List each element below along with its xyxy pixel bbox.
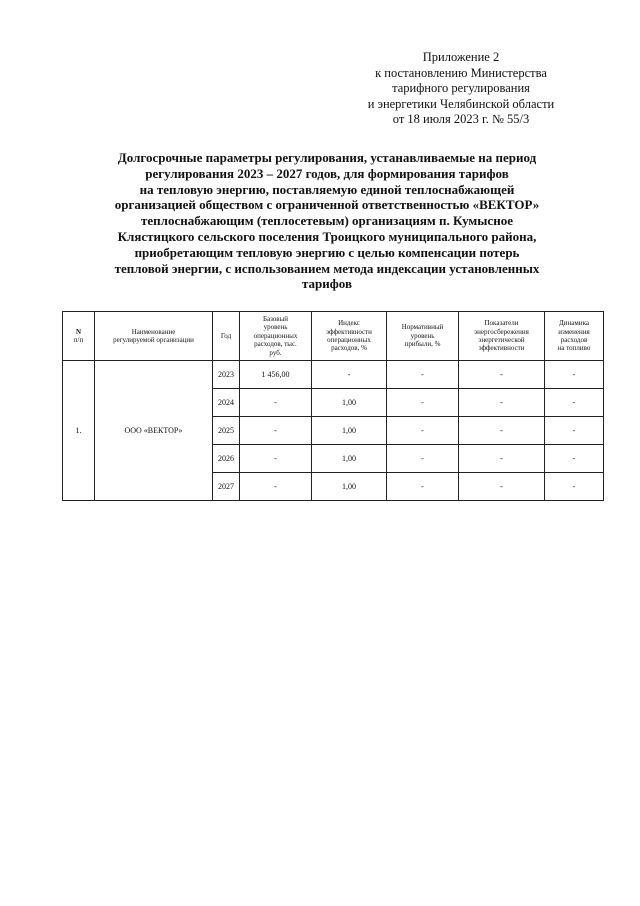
year-cell: 2024 (213, 389, 240, 417)
title-line: тарифов (302, 276, 352, 292)
appendix-block (330, 50, 592, 128)
organization-name: ООО «ВЕКТОР» (95, 361, 213, 501)
header-line: уровень (410, 331, 435, 340)
table-row (63, 361, 604, 389)
fuel-dynamics-cell: - (545, 361, 604, 389)
efficiency-index-cell: 1,00 (312, 445, 387, 473)
header-profit-level (387, 312, 459, 361)
header-line: Динамика (559, 319, 589, 328)
header-line: N (75, 327, 82, 336)
title-line: теплоснабжающим (теплосетевым) организациям п. Кумысное (141, 213, 513, 229)
parameters-table (62, 311, 604, 501)
fuel-dynamics-cell: - (545, 417, 604, 445)
table-header-row (63, 312, 604, 361)
header-line: Показатели (484, 319, 519, 328)
energy-saving-cell: - (459, 389, 545, 417)
profit-level-cell: - (387, 389, 459, 417)
title-line: приобретающим тепловую энергию с целью компенсации потерь (134, 244, 520, 260)
header-line: энергетической (478, 336, 525, 344)
header-number (63, 312, 95, 361)
header-line: расходов, % (331, 344, 367, 353)
header-line: на топливо (557, 344, 591, 353)
profit-level-cell: - (387, 473, 459, 501)
title-line: организацией обществом с ограниченной ответственностью «ВЕКТОР» (114, 197, 540, 213)
header-line: прибыли, % (404, 340, 441, 349)
header-line: расходов (560, 336, 588, 344)
base-level-cell: - (240, 473, 312, 501)
header-line: эффективности (326, 327, 372, 336)
row-number: 1. (63, 361, 95, 501)
header-line: уровень (263, 323, 288, 332)
appendix-line: Приложение 2 (422, 50, 500, 64)
energy-saving-cell: - (459, 445, 545, 473)
appendix-line: к постановлению Министерства (375, 65, 547, 80)
efficiency-index-cell: 1,00 (312, 473, 387, 501)
energy-saving-cell: - (459, 417, 545, 445)
header-fuel-dynamics (545, 312, 604, 361)
header-line: Базовый (262, 314, 289, 323)
header-line: п/п (73, 336, 84, 344)
efficiency-index-cell: 1,00 (312, 417, 387, 445)
header-line: регулируемой организации (113, 336, 194, 344)
efficiency-index-cell: 1,00 (312, 389, 387, 417)
base-level-cell: 1 456,00 (240, 361, 312, 389)
header-efficiency-index (312, 312, 387, 361)
header-line: Индекс (338, 319, 360, 328)
header-line: расходов, тыс. (254, 340, 297, 349)
efficiency-index-cell: - (312, 361, 387, 389)
title-line: Долгосрочные параметры регулирования, устанавливаемые на период (117, 150, 537, 165)
header-line: изменения (558, 327, 590, 336)
title-line: тепловой энергии, с использованием метода индексации установленных (114, 260, 540, 276)
header-line: операционных (253, 331, 298, 340)
fuel-dynamics-cell: - (545, 473, 604, 501)
profit-level-cell: - (387, 417, 459, 445)
title-line: на тепловую энергию, поставляемую единой теплоснабжающей (139, 181, 515, 197)
profit-level-cell: - (387, 361, 459, 389)
year-cell: 2025 (213, 417, 240, 445)
title-line: регулирования 2023 – 2027 годов, для формирования тарифов (145, 165, 509, 181)
header-line: Год (220, 331, 232, 340)
energy-saving-cell: - (459, 473, 545, 501)
profit-level-cell: - (387, 445, 459, 473)
year-cell: 2027 (213, 473, 240, 501)
header-line: эффективности (478, 344, 525, 353)
title-line: Клястицкого сельского поселения Троицкого муниципального района, (117, 228, 537, 244)
base-level-cell: - (240, 445, 312, 473)
header-year (213, 312, 240, 361)
fuel-dynamics-cell: - (545, 389, 604, 417)
document-title (80, 150, 574, 292)
energy-saving-cell: - (459, 361, 545, 389)
fuel-dynamics-cell: - (545, 445, 604, 473)
header-line: Нормативный (401, 323, 444, 332)
appendix-line: тарифного регулирования (392, 81, 530, 95)
header-line: операционных (327, 336, 371, 344)
appendix-line: от 18 июля 2023 г. № 55/3 (392, 112, 530, 126)
header-line: Наименование (131, 327, 176, 336)
header-line: энергосбережения (474, 327, 529, 336)
header-line: руб. (269, 348, 282, 357)
header-organization (95, 312, 213, 361)
year-cell: 2026 (213, 445, 240, 473)
base-level-cell: - (240, 389, 312, 417)
year-cell: 2023 (213, 361, 240, 389)
header-energy-saving (459, 312, 545, 361)
header-base-level (240, 312, 312, 361)
base-level-cell: - (240, 417, 312, 445)
appendix-line: и энергетики Челябинской области (367, 96, 555, 111)
